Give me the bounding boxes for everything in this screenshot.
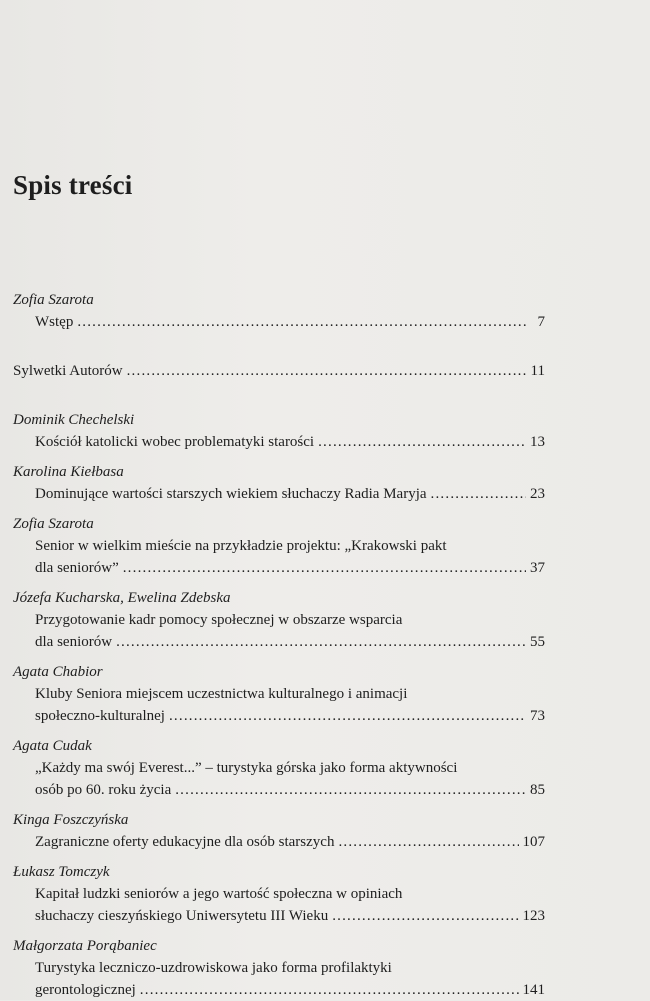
toc-entry[interactable] — [13, 661, 545, 727]
toc-entry[interactable] — [13, 461, 545, 505]
dot-leader — [127, 360, 527, 382]
toc-entry[interactable] — [13, 861, 545, 927]
toc-leader-line — [35, 483, 545, 505]
toc-title-line: Turystyka leczniczo-uzdrowiskowa jako forma profilaktyki — [35, 960, 392, 976]
toc-author: Karolina Kiełbasa — [13, 464, 124, 480]
toc-title-text: słuchaczy cieszyńskiego Uniwersytetu III Wieku — [35, 908, 329, 924]
dot-leader — [318, 431, 526, 453]
toc-title-line: Kapitał ludzki seniorów a jego wartość społeczna w opiniach — [35, 886, 403, 902]
toc-leader-line — [35, 557, 545, 579]
toc-author: Agata Chabior — [13, 664, 103, 680]
toc-title — [13, 831, 545, 853]
dot-leader — [77, 311, 527, 333]
toc-author: Zofia Szarota — [13, 516, 94, 532]
toc-title — [13, 609, 545, 653]
dot-leader — [123, 557, 526, 579]
toc-entry[interactable] — [13, 587, 545, 653]
toc-title-text: Sylwetki Autorów — [13, 363, 123, 379]
toc-entry[interactable] — [13, 935, 545, 1001]
dot-leader — [338, 831, 518, 853]
toc-entry[interactable] — [13, 360, 545, 382]
toc-entry[interactable] — [13, 289, 545, 333]
page-number: 85 — [530, 782, 545, 798]
toc-title-text: Zagraniczne oferty edukacyjne dla osób starszych — [35, 834, 335, 850]
page-title: Spis treści — [13, 170, 133, 200]
spacer — [13, 505, 545, 513]
toc-leader-line — [35, 905, 545, 927]
page-number: 11 — [530, 363, 545, 379]
toc-author: Łukasz Tomczyk — [13, 864, 110, 880]
toc-leader-line — [35, 311, 545, 333]
toc-entry[interactable] — [13, 513, 545, 579]
toc-leader-line — [35, 831, 545, 853]
page-number: 123 — [522, 908, 545, 924]
toc-title-text: dla seniorów — [35, 634, 113, 650]
spacer — [13, 853, 545, 861]
spacer — [13, 453, 545, 461]
dot-leader — [116, 631, 526, 653]
toc-author: Agata Cudak — [13, 738, 92, 754]
toc-entry[interactable] — [13, 809, 545, 853]
toc-leader-line — [35, 431, 545, 453]
toc-title-line: Senior w wielkim mieście na przykładzie projektu: „Krakowski pakt — [35, 538, 447, 554]
page-number: 141 — [522, 982, 545, 998]
page-number: 107 — [522, 834, 545, 850]
spacer — [13, 333, 545, 360]
spacer — [13, 927, 545, 935]
toc-author: Zofia Szarota — [13, 292, 94, 308]
toc-leader-line — [13, 360, 545, 382]
spacer — [13, 382, 545, 409]
toc-leader-line — [35, 979, 545, 1001]
toc-title-text: gerontologicznej — [35, 982, 136, 998]
toc-leader-line — [35, 779, 545, 801]
toc-leader-line — [35, 705, 545, 727]
dot-leader — [175, 779, 526, 801]
dot-leader — [431, 483, 526, 505]
dot-leader — [140, 979, 519, 1001]
toc-title-line: „Każdy ma swój Everest...” – turystyka górska jako forma aktywności — [35, 760, 458, 776]
spacer — [13, 801, 545, 809]
page-number: 7 — [537, 314, 545, 330]
toc-title-text: Dominujące wartości starszych wiekiem słuchaczy Radia Maryja — [35, 486, 427, 502]
toc-author: Józefa Kucharska, Ewelina Zdebska — [13, 590, 231, 606]
toc-title-line: Przygotowanie kadr pomocy społecznej w obszarze wsparcia — [35, 612, 403, 628]
toc-entry[interactable] — [13, 735, 545, 801]
spacer — [13, 579, 545, 587]
page-number: 73 — [530, 708, 545, 724]
page-number: 55 — [530, 634, 545, 650]
toc-title — [13, 883, 545, 927]
table-of-contents — [13, 289, 545, 1001]
toc-title — [13, 360, 545, 382]
toc-author: Małgorzata Porąbaniec — [13, 938, 157, 954]
toc-title-text: Wstęp — [35, 314, 74, 330]
toc-title-text: osób po 60. roku życia — [35, 782, 172, 798]
dot-leader — [332, 905, 518, 927]
dot-leader — [169, 705, 526, 727]
toc-title — [13, 683, 545, 727]
toc-title-text: dla seniorów” — [35, 560, 119, 576]
toc-author: Kinga Foszczyńska — [13, 812, 129, 828]
toc-author: Dominik Chechelski — [13, 412, 135, 428]
toc-title — [13, 483, 545, 505]
spacer — [13, 727, 545, 735]
page-number: 37 — [530, 560, 545, 576]
toc-title-text: Kościół katolicki wobec problematyki starości — [35, 434, 315, 450]
spacer — [13, 653, 545, 661]
toc-entry[interactable] — [13, 409, 545, 453]
toc-leader-line — [35, 631, 545, 653]
toc-title — [13, 431, 545, 453]
toc-title — [13, 535, 545, 579]
toc-title — [13, 311, 545, 333]
toc-title — [13, 757, 545, 801]
toc-title-text: społeczno-kulturalnej — [35, 708, 165, 724]
page-number: 13 — [530, 434, 545, 450]
page-number: 23 — [530, 486, 545, 502]
toc-title-line: Kluby Seniora miejscem uczestnictwa kulturalnego i animacji — [35, 686, 408, 702]
toc-title — [13, 957, 545, 1001]
